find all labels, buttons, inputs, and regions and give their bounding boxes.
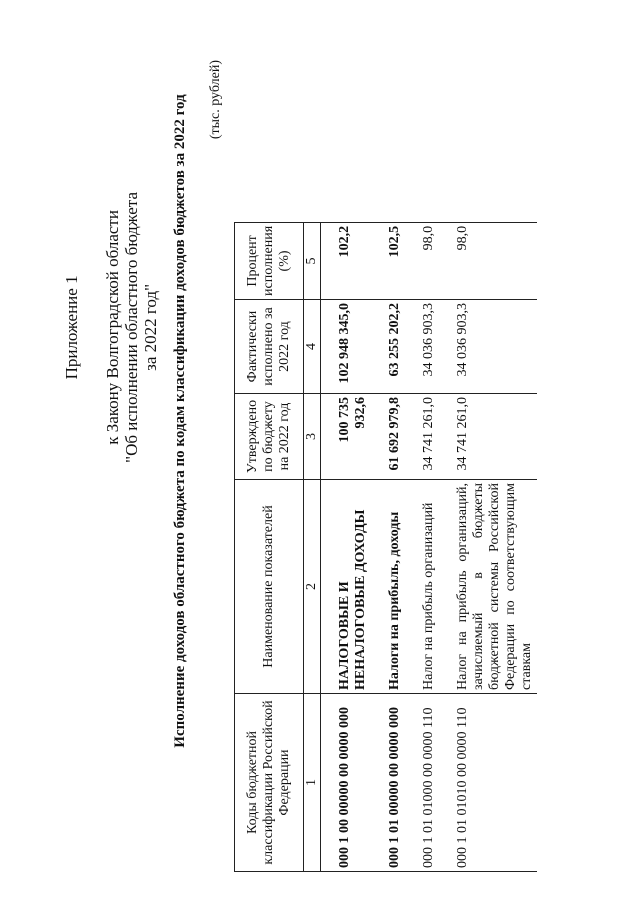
row-name: Налог на прибыль организаций, зачисляемый в бюджеты бюджетной системы Российской Федерации по соответствующим ставкам [439, 480, 537, 694]
column-number: 1 [304, 694, 321, 872]
header-codes: Коды бюджетной классификации Российской Федерации [235, 694, 304, 872]
row-percent: 98,0 [405, 222, 439, 299]
revenue-table [234, 222, 537, 872]
row-approved: 34 741 261,0 [405, 394, 439, 480]
law-reference-line-1: к Закону Волгоградской области [103, 210, 122, 445]
law-reference-line-3: за 2022 год" [141, 283, 160, 371]
row-approved: 34 741 261,0 [439, 394, 537, 480]
header-approved: Утверждено по бюджету на 2022 год [235, 394, 304, 480]
law-reference-line-2: "Об исполнении областного бюджета [122, 192, 141, 463]
document-title: Исполнение доходов областного бюджета по кодам классификации доходов бюджетов за 2022 год [172, 94, 188, 748]
row-code: 000 1 01 01000 00 0000 110 [405, 694, 439, 872]
row-code: 000 1 01 00000 00 0000 000 [371, 694, 405, 872]
row-actual: 102 948 345,0 [321, 300, 372, 394]
row-percent: 102,2 [321, 222, 372, 299]
row-code: 000 1 01 01010 00 0000 110 [439, 694, 537, 872]
row-name: Налог на прибыль организаций [405, 480, 439, 694]
appendix-label: Приложение 1 [62, 275, 81, 380]
header-percent: Процент исполнения (%) [235, 222, 304, 299]
row-approved: 100 735 932,6 [321, 394, 372, 480]
row-approved: 61 692 979,8 [371, 394, 405, 480]
header-name: Наименование показателей [235, 480, 304, 694]
row-actual: 34 036 903,3 [405, 300, 439, 394]
column-number-row [304, 222, 321, 871]
units-note: (тыс. рублей) [208, 60, 223, 140]
row-percent: 98,0 [439, 222, 537, 299]
appendix-header [62, 192, 160, 463]
table-row [405, 222, 439, 871]
row-actual: 34 036 903,3 [439, 300, 537, 394]
column-number: 4 [304, 300, 321, 394]
column-number: 3 [304, 394, 321, 480]
row-percent: 102,5 [371, 222, 405, 299]
row-actual: 63 255 202,2 [371, 300, 405, 394]
table-row [371, 222, 405, 871]
header-row [235, 222, 304, 871]
row-code: 000 1 00 00000 00 0000 000 [321, 694, 372, 872]
column-number: 2 [304, 480, 321, 694]
row-name: НАЛОГОВЫЕ И НЕНАЛОГОВЫЕ ДОХОДЫ [321, 480, 372, 694]
column-number: 5 [304, 222, 321, 299]
table-row [439, 222, 537, 871]
table-row [321, 222, 372, 871]
row-name: Налоги на прибыль, доходы [371, 480, 405, 694]
header-actual: Фактически исполнено за 2022 год [235, 300, 304, 394]
